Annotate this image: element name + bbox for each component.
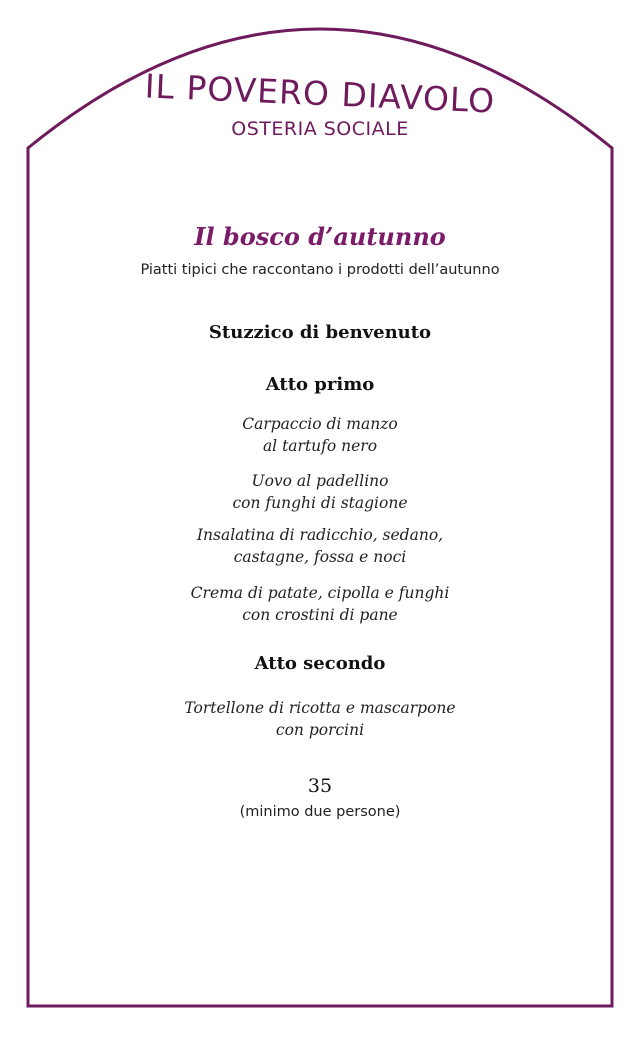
dish-line: Insalatina di radicchio, sedano, [196,526,444,544]
dish-item [0,524,640,568]
dish-line: Carpaccio di manzo [242,415,398,433]
dish-line: al tartufo nero [262,437,378,455]
menu-price: 35 [307,775,333,797]
dish-line: Crema di patate, cipolla e funghi [190,584,450,602]
menu-subtitle: Piatti tipici che raccontano i prodotti dell’autunno [140,262,500,278]
dish-item [0,697,640,741]
dish-line: Tortellone di ricotta e mascarpone [184,699,456,717]
act-two-heading: Atto secondo [254,653,386,674]
dish-line: con funghi di stagione [232,494,408,512]
dish-item [0,470,640,514]
dish-line: castagne, fossa e noci [233,548,407,566]
welcome-heading: Stuzzico di benvenuto [208,322,432,343]
menu-title: Il bosco d’autunno [194,222,446,251]
dish-item [0,582,640,626]
dish-line: con crostini di pane [242,606,398,624]
restaurant-logo-tagline: OSTERIA SOCIALE [231,118,409,140]
dish-item [0,413,640,457]
act-one-heading: Atto primo [265,374,375,395]
restaurant-logo-name: IL POVERO DIAVOLO [144,66,496,121]
dish-line: con porcini [275,721,365,739]
price-note: (minimo due persone) [239,804,401,820]
dish-line: Uovo al padellino [251,472,389,490]
